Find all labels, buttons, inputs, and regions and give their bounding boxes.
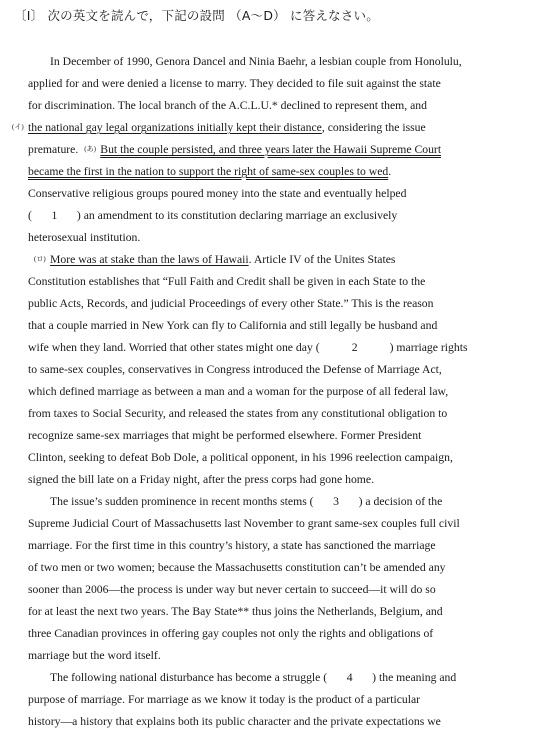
text-line: recognize same-sex marriages that might be performed elsewhere. Former President (28, 429, 422, 442)
underlined-sentence-a: But the couple persisted, and three years later the Hawaii Supreme Court (100, 143, 442, 156)
text-line: The following national disturbance has become a struggle ( 4 ) the meaning and (50, 671, 457, 684)
text-line: heterosexual institution. (28, 231, 141, 244)
text-line: which defined marriage as between a man and a woman for the purpose of all federal law, (28, 385, 449, 398)
text-line: purpose of marriage. For marriage as we know it today is the product of a particular (28, 693, 421, 706)
text-line: sooner than 2006—the process is under way but never certain to succeed—it will do so (28, 583, 436, 596)
text-line: wife when they land. Worried that other states might one day ( 2 ) marriage rights (28, 341, 468, 354)
text-line: public Acts, Records, and judicial Proceedings of every other State.” This is the reason (28, 297, 434, 310)
text-line: Clinton, seeking to defeat Bob Dole, a political opponent, in his 1996 reelection campaign, (28, 451, 453, 464)
blank-2: 2 (351, 341, 358, 354)
blank-1: 1 (51, 209, 58, 222)
underlined-sentence-a-cont: became the first in the nation to support the right of same-sex couples to wed (28, 165, 389, 178)
text-line: The issue’s sudden prominence in recent months stems ( 3 ) a decision of the (50, 495, 443, 508)
text-line: Supreme Judicial Court of Massachusetts last November to grant same-sex couples full civil (28, 517, 460, 530)
text-line: (ロ) More was at stake than the laws of Hawaii. Article IV of the Unites States (34, 253, 396, 266)
text-line: (イ) the national gay legal organizations initially kept their distance, considering the issue (12, 121, 426, 134)
text-line: of two men or two women; because the Massachusetts constitution can’t be amended any (28, 561, 446, 574)
text-line: that a couple married in New York can fly to California and still legally be husband and (28, 319, 438, 332)
text-line: ( 1 ) an amendment to its constitution declaring marriage an exclusively (28, 209, 398, 222)
marker-i: (イ) (12, 123, 24, 131)
text-line: from taxes to Social Security, and released the states from any constitutional obligation to (28, 407, 448, 420)
text-line: applied for and were denied a license to marry. They decided to file suit against the state (28, 77, 441, 90)
text-line: marriage. For the first time in this country’s history, a state has sanctioned the marriage (28, 539, 436, 552)
text-line: marriage but the word itself. (28, 649, 161, 662)
marker-ro: (ロ) (34, 255, 46, 263)
text-line: Conservative religious groups poured money into the state and eventually helped (28, 187, 407, 200)
underlined-phrase-ro: More was at stake than the laws of Hawaii (50, 253, 249, 266)
text-line: Constitution establishes that “Full Faith and Credit shall be given in each State to the (28, 275, 426, 288)
text-line: for at least the next two years. The Bay State** thus joins the Netherlands, Belgium, and (28, 605, 443, 618)
marker-a: (あ) (84, 145, 96, 153)
text-line: for discrimination. The local branch of the A.C.L.U.* declined to represent them, and (28, 99, 427, 112)
text-line: became the first in the nation to support the right of same-sex couples to wed. (28, 165, 392, 178)
question-heading: 〔Ⅰ〕 次の英文を読んで，下記の設問 （A～D） に答えなさい。 (14, 8, 379, 23)
text-line: history—a history that explains both its public character and the private expectations we (28, 715, 441, 728)
text-line: signed the bill late on a Friday night, after the press corps had gone home. (28, 473, 374, 486)
text-line: In December of 1990, Genora Dancel and Ninia Baehr, a lesbian couple from Honolulu, (50, 55, 462, 68)
blank-3: 3 (333, 495, 339, 508)
underlined-phrase-i: the national gay legal organizations initially kept their distance (28, 121, 322, 134)
text-line: to same-sex couples, conservatives in Congress introduced the Defense of Marriage Act, (28, 363, 442, 376)
text-line: premature. (あ) But the couple persisted, and three years later the Hawaii Supreme Court (28, 143, 442, 156)
text-line: three Canadian provinces in offering gay couples not only the rights and obligations of (28, 627, 434, 640)
blank-4: 4 (346, 671, 353, 684)
